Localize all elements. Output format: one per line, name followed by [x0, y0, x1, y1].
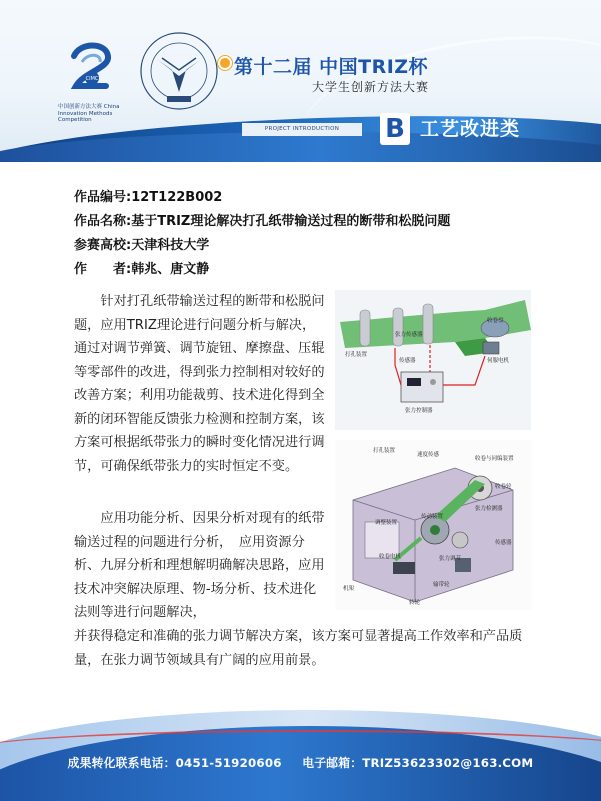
- fig1-label: 伺服电机: [487, 358, 510, 364]
- fig1-label: 传感器: [399, 358, 416, 364]
- fig2-label: 收卷轮: [495, 484, 512, 490]
- project-id-value: 12T122B002: [131, 190, 223, 205]
- fig2-label: 调整装置: [375, 520, 398, 526]
- fig2-label: 传感器: [495, 540, 512, 546]
- category-title: 工艺改进类: [420, 118, 521, 140]
- school-label: 参赛高校:: [74, 238, 132, 253]
- fig1-label: 张力传感器: [395, 332, 423, 338]
- machine-assembly-diagram: [335, 440, 531, 610]
- category-letter-badge: B: [380, 113, 410, 145]
- fig2-label: 收卷与同编装置: [475, 456, 514, 462]
- fig2-label: 输带轮: [433, 582, 450, 588]
- fig2-label: 机架: [343, 586, 355, 592]
- fig1-label: 收卷盘: [487, 318, 504, 324]
- author-label: 作 者:: [74, 262, 132, 277]
- contest-title: 第十二届 中国TRIZ杯: [234, 56, 429, 78]
- email-address: TRIZ53623302@163.COM: [362, 756, 534, 770]
- project-id-line: [74, 186, 222, 205]
- email-label: 电子邮箱：: [302, 756, 363, 770]
- fig2-label: 传动装置: [421, 514, 444, 520]
- page-footer: [0, 700, 601, 801]
- phone-number: 0451-51920606: [175, 756, 282, 770]
- project-name-value: 基于TRIZ理论解决打孔纸带输送过程的断带和松脱问题: [131, 214, 451, 229]
- body-paragraph-2: 应用功能分析、因果分析对现有的纸带输送过程的问题进行分析， 应用资源分析、九屏分析和理想解明确解决思路，应用技术冲突解决原理、物-场分析、技术进化法则等进行问题解决，: [74, 511, 325, 620]
- contest-subtitle: 大学生创新方法大赛: [312, 80, 430, 94]
- project-id-label: 作品编号:: [74, 190, 132, 205]
- fig2-label: 速度传感: [417, 452, 440, 458]
- tension-control-diagram: [335, 290, 531, 430]
- project-intro-tag: PROJECT INTRODUCTION: [242, 123, 362, 136]
- page-header: [0, 0, 601, 162]
- fig2-label: 张力调节: [439, 556, 462, 562]
- fig2-label: 张力检测器: [475, 506, 503, 512]
- fig2-label: 转轮: [409, 600, 421, 606]
- fig2-label: 收卷电机: [379, 554, 402, 560]
- competition-seal-icon: [138, 30, 220, 112]
- fig1-label: 张力控制器: [405, 408, 433, 414]
- school-value: 天津科技大学: [131, 238, 210, 253]
- body-paragraph-1: 针对打孔纸带输送过程的断带和松脱问题，应用TRIZ理论进行问题分析与解决，通过对调节弹簧、调节旋钮、摩擦盘、压辊等零部件的改进，得到张力控制相对较好的改善方案；利用功能裁剪、技术进化得到全新的闭环智能反馈张力检测和控制方案，该方案可根据纸带张力的瞬时变化情况进行调节，可确保纸带张力的实时恒定不变。: [74, 294, 325, 474]
- cimc-badge: CIMC: [85, 76, 99, 82]
- phone-label: 成果转化联系电话：: [67, 756, 176, 770]
- project-name-label: 作品名称:: [74, 214, 132, 229]
- cimc-logo-text: 中国创新方法大赛 China Innovation Methods Competition: [58, 104, 120, 123]
- author-line: [74, 258, 209, 277]
- project-name-line: [74, 210, 450, 229]
- body-paragraph-3: 并获得稳定和准确的张力调节解决方案，该方案可显著提高工作效率和产品质量，在张力调节领域具有广阔的应用前景。: [74, 629, 523, 668]
- cimc-logo-icon: [62, 38, 122, 98]
- footer-contact: [0, 754, 601, 771]
- fig2-label: 打孔装置: [373, 448, 396, 454]
- title-bullet-icon: [220, 58, 230, 68]
- fig1-label: 打孔装置: [345, 352, 368, 358]
- author-value: 韩兆、唐文静: [131, 262, 210, 277]
- school-line: [74, 234, 209, 253]
